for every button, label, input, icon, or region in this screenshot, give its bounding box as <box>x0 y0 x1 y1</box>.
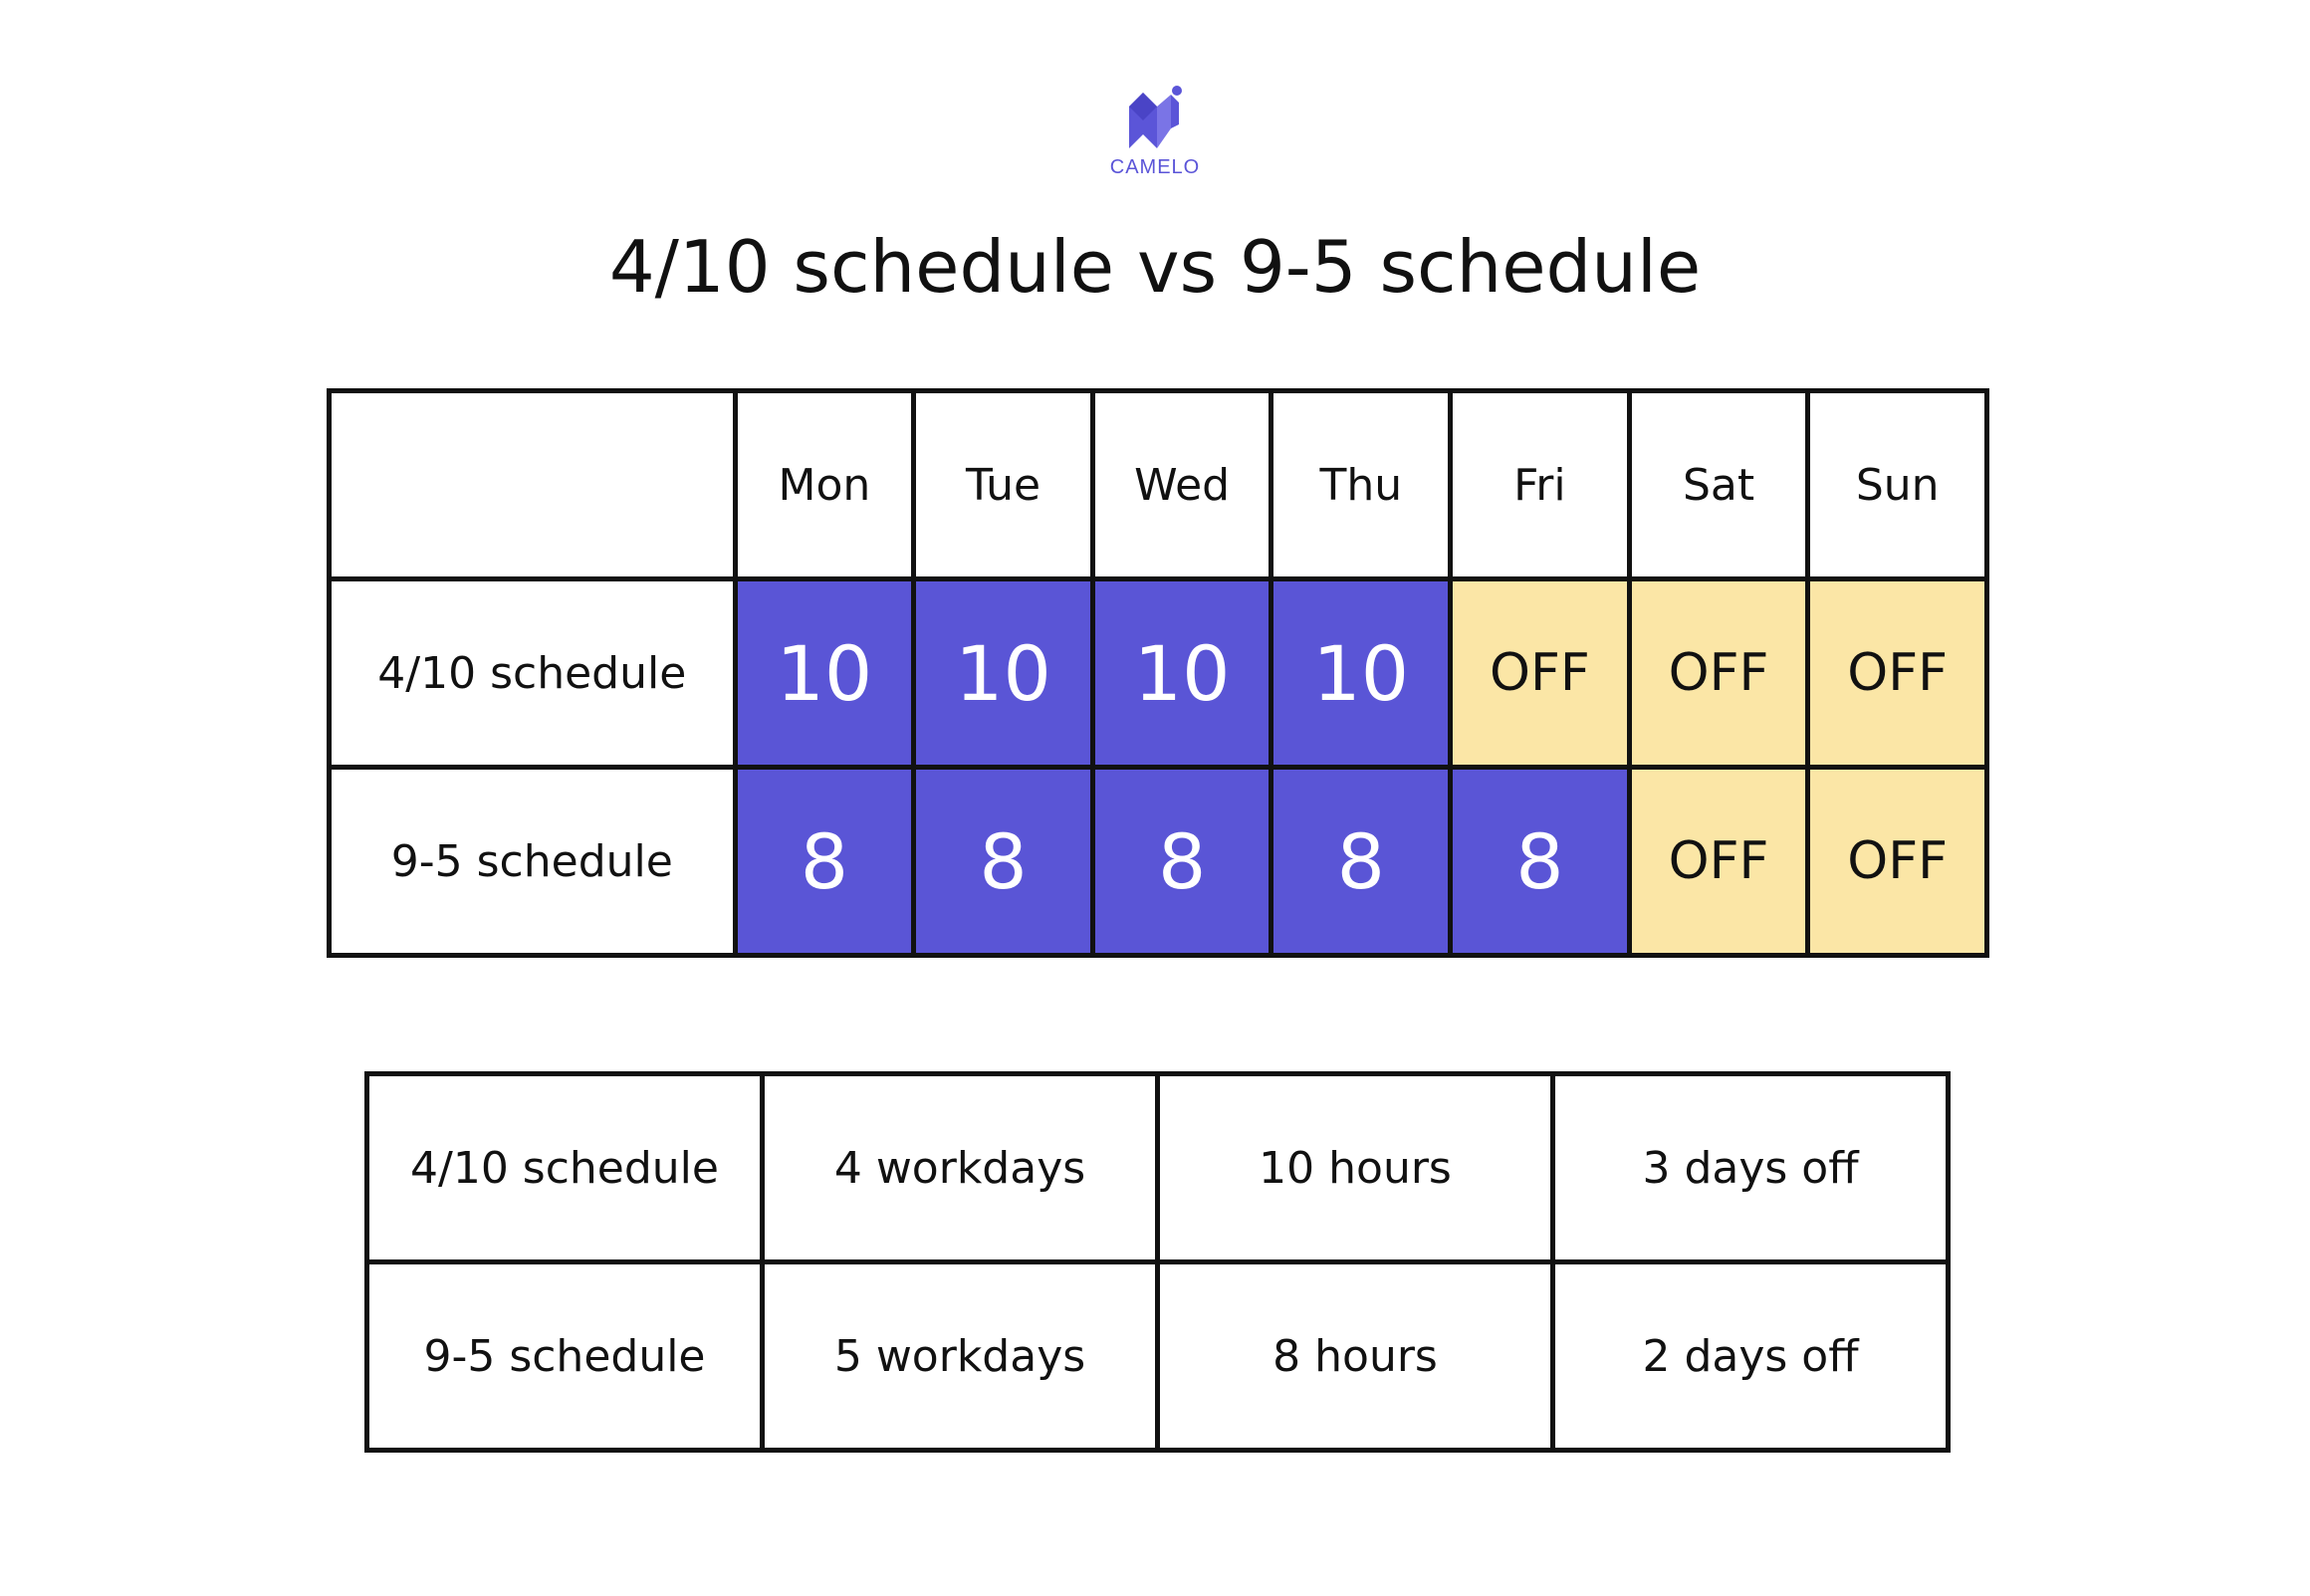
schedule-row-9-5 <box>330 768 1987 956</box>
off-cell: OFF <box>1808 768 1987 956</box>
summary-days-off: 2 days off <box>1553 1262 1949 1451</box>
day-header-sun: Sun <box>1808 391 1987 579</box>
work-cell: 10 <box>1271 579 1451 768</box>
page-title: 4/10 schedule vs 9-5 schedule <box>608 225 1702 309</box>
brand-name: CAMELO <box>1109 156 1201 178</box>
summary-workdays: 5 workdays <box>763 1262 1158 1451</box>
summary-hours: 8 hours <box>1158 1262 1553 1451</box>
schedule-header-row <box>330 391 1987 579</box>
schedule-row-4-10 <box>330 579 1987 768</box>
schedule-grid <box>327 388 1989 958</box>
summary-table <box>364 1071 1951 1453</box>
camelo-logo-icon <box>1123 85 1187 150</box>
day-header-thu: Thu <box>1271 391 1451 579</box>
off-cell: OFF <box>1629 579 1808 768</box>
off-cell: OFF <box>1451 579 1630 768</box>
work-cell: 10 <box>1092 579 1271 768</box>
work-cell: 8 <box>1451 768 1630 956</box>
brand-logo <box>1105 85 1205 179</box>
corner-cell <box>330 391 736 579</box>
day-header-fri: Fri <box>1451 391 1630 579</box>
work-cell: 8 <box>735 768 914 956</box>
work-cell: 8 <box>914 768 1093 956</box>
summary-label: 9-5 schedule <box>367 1262 763 1451</box>
row-label: 9-5 schedule <box>330 768 736 956</box>
summary-workdays: 4 workdays <box>763 1074 1158 1262</box>
work-cell: 8 <box>1092 768 1271 956</box>
off-cell: OFF <box>1629 768 1808 956</box>
row-label: 4/10 schedule <box>330 579 736 768</box>
day-header-wed: Wed <box>1092 391 1271 579</box>
work-cell: 10 <box>735 579 914 768</box>
day-header-sat: Sat <box>1629 391 1808 579</box>
summary-hours: 10 hours <box>1158 1074 1553 1262</box>
off-cell: OFF <box>1808 579 1987 768</box>
work-cell: 10 <box>914 579 1093 768</box>
summary-row-9-5 <box>367 1262 1949 1451</box>
day-header-mon: Mon <box>735 391 914 579</box>
summary-days-off: 3 days off <box>1553 1074 1949 1262</box>
summary-label: 4/10 schedule <box>367 1074 763 1262</box>
work-cell: 8 <box>1271 768 1451 956</box>
summary-row-4-10 <box>367 1074 1949 1262</box>
day-header-tue: Tue <box>914 391 1093 579</box>
